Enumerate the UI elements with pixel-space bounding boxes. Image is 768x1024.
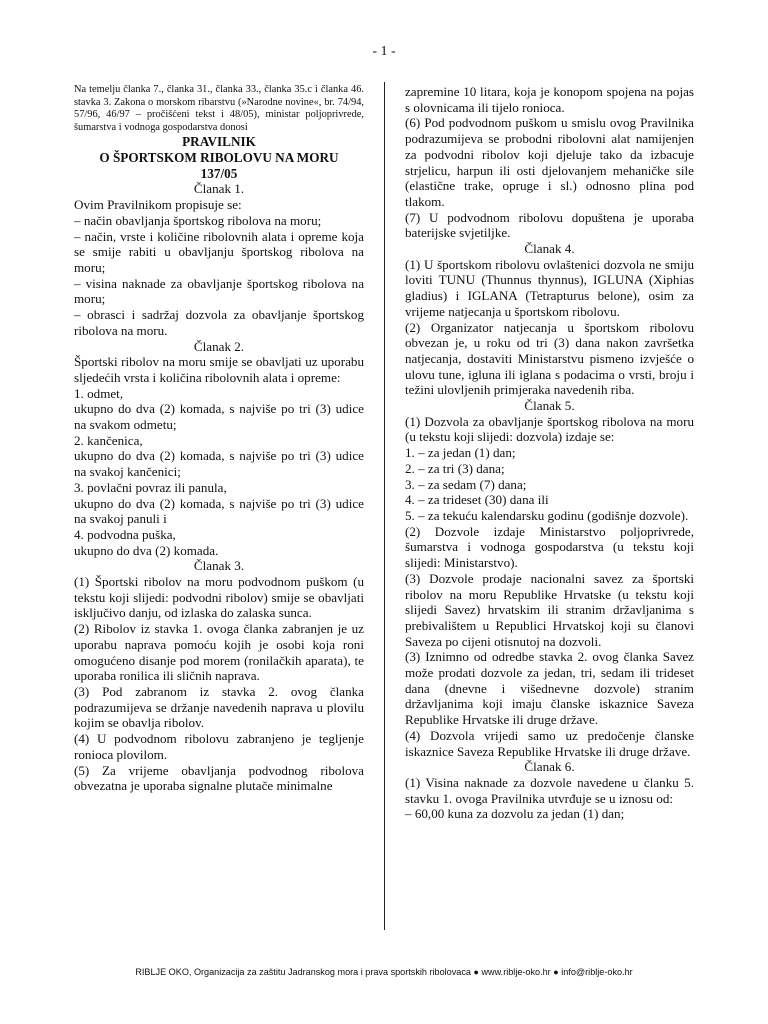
article-5-paragraph: (1) Dozvola za obavljanje športskog ribolova na moru (u tekstu koji slijedi: dozvola) izdaje se:	[405, 413, 694, 445]
article-6-heading: Članak 6.	[524, 759, 575, 775]
article-1-line: Ovim Pravilnikom propisuje se:	[74, 197, 242, 213]
article-1-heading: Članak 1.	[193, 181, 245, 197]
article-3-paragraph: (4) U podvodnom ribolovu zabranjeno je tegljenje ronioca plovilom.	[74, 731, 364, 762]
article-5-paragraph: 4. – za trideset (30) dana ili	[405, 492, 549, 508]
article-3-heading: Članak 3.	[193, 558, 245, 574]
article-1-line: – način obavljanja športskog ribolova na moru;	[74, 212, 322, 228]
article-5-paragraph: 1. – za jedan (1) dan;	[405, 445, 516, 461]
left-column	[74, 84, 364, 794]
article-3-paragraph: (3) Pod zabranom iz stavka 2. ovog članka podrazumijeva se držanje navedenih naprava u plovilu kojim se obavlja ribolov.	[74, 683, 364, 731]
page-footer: RIBLJE OKO, Organizacija za zaštitu Jadranskog mora i prava sportskih ribolovaca ● www.riblje-oko.hr ● info@riblje-oko.hr	[135, 967, 633, 977]
article-1-line: – obrasci i sadržaj dozvola za obavljanje športskog ribolova na moru.	[74, 307, 364, 338]
article-6-paragraph: – 60,00 kuna za dozvolu za jedan (1) dan;	[405, 806, 625, 822]
article-4-heading: Članak 4.	[524, 241, 575, 257]
document-title: PRAVILNIK	[182, 134, 256, 150]
article-1-line: – način, vrste i količine ribolovnih alata i opreme koja se smije rabiti u obavljanju športskog ribolova na moru;	[74, 228, 364, 275]
article-5-paragraph: (3) Dozvole prodaje nacionalni savez za športski ribolov na moru Republike Hrvatske (u tekstu koji slijedi Savez) hrvatskim ili stranim državljanima s prebivalištem u Republici Hrvatskoj koji su članovi Saveza po cijeni otisnutoj na dozvoli.	[405, 570, 694, 649]
article-5-paragraph: 5. – za tekuću kalendarsku godinu (godišnje dozvole).	[405, 507, 689, 523]
article-2-line: ukupno do dva (2) komada, s najviše po tri (3) udice na svakoj panuli i	[74, 495, 364, 527]
article-4-paragraph: (1) U športskom ribolovu ovlaštenici dozvola ne smiju loviti TUNU (Thunnus thynnus), IGLUNA (Xiphias gladius) i IGLANA (Tetrapturus belone), osim za vrijeme natjecanja u športskom ribolovu.	[405, 256, 694, 319]
article-3-continuation: (7) U podvodnom ribolovu dopuštena je uporaba baterijske svjetiljke.	[405, 209, 694, 241]
article-2-line: 3. povlačni povraz ili panula,	[74, 479, 227, 495]
column-divider	[384, 82, 385, 930]
article-5-paragraph: (3) Iznimno od odredbe stavka 2. ovog članka Savez može prodati dozvole za jedan, tri, sedam ili trideset dana (dnevne i višednevne dozvole) stranim državljanima koji imaju članske iskaznice Saveza Republike Hrvatske ili druge države.	[405, 649, 694, 728]
right-column	[405, 84, 694, 822]
article-2-heading: Članak 2.	[193, 338, 245, 354]
article-2-line: Športski ribolov na moru smije se obavljati uz uporabu sljedećih vrsta i količina ribolovnih alata i opreme:	[74, 354, 364, 385]
article-2-line: 4. podvodna puška,	[74, 526, 176, 542]
article-3-paragraph: (2) Ribolov iz stavka 1. ovoga članka zabranjen je uz uporabu naprava pomoću kojih je osobi koja roni omogućeno disanje pod morem (ronilačkih aparata), te uporaba ronilica ili sličnih naprava.	[74, 621, 364, 684]
article-3-continuation: zapremine 10 litara, koja je konopom spojena na pojas s olovnicama ili tijelo ronioca.	[405, 84, 694, 115]
article-5-heading: Članak 5.	[524, 398, 575, 414]
article-5-paragraph: 3. – za sedam (7) dana;	[405, 476, 527, 492]
page-number: - 1 -	[372, 44, 396, 59]
document-number: 137/05	[200, 165, 238, 181]
article-5-paragraph: (2) Dozvole izdaje Ministarstvo poljoprivrede, šumarstva i vodnoga gospodarstva (u tekstu koji slijedi: Ministarstvo).	[405, 523, 694, 571]
article-1-line: – visina naknade za obavljanje športskog ribolova na moru;	[74, 275, 364, 307]
article-3-paragraph: (1) Športski ribolov na moru podvodnom puškom (u tekstu koji slijedi: podvodni ribolov) smije se obavljati isključivo danju, od izlaska do zalaska sunca.	[74, 574, 364, 621]
preamble: Na temelju članka 7., članka 31., članka 33., članka 35.c i članka 46. stavka 3. Zakona o morskom ribarstvu (»Narodne novine«, br. 74/94, 57/96, 46/97 – pročišćeni tekst i 48/05), ministar poljoprivrede, šumarstva i vodnoga gospodarstva donosi	[74, 84, 364, 133]
article-3-continuation: (6) Pod podvodnom puškom u smislu ovog Pravilnika podrazumijeva se probodni ribolovni alat namijenjen za podvodni ribolov koji djeluje tako da izbacuje strjelicu, harpun ili osti djelovanjem mehaničke sile (elastične trake, opruge i sl.) odnosno plina pod tlakom.	[405, 115, 694, 209]
article-2-line: ukupno do dva (2) komada.	[74, 542, 219, 558]
article-2-line: 1. odmet,	[74, 385, 124, 401]
article-2-line: 2. kančenica,	[74, 432, 143, 448]
document-subtitle: O ŠPORTSKOM RIBOLOVU NA MORU	[99, 150, 339, 166]
article-6-paragraph: (1) Visina naknade za dozvole navedene u članku 5. stavku 1. ovoga Pravilnika utvrđuje se u iznosu od:	[405, 774, 694, 806]
article-3-paragraph: (5) Za vrijeme obavljanja podvodnog ribolova obvezatna je uporaba signalne plutače minimalne	[74, 762, 364, 794]
article-5-paragraph: 2. – za tri (3) dana;	[405, 460, 505, 476]
article-2-line: ukupno do dva (2) komada, s najviše po tri (3) udice na svakom odmetu;	[74, 401, 364, 433]
article-4-paragraph: (2) Organizator natjecanja u športskom ribolovu obvezan je, u roku od tri (3) dana nakon završetka natjecanja, dostaviti Ministarstvu pismeno izvješće o ulovu tune, igluna ili iglana s podacima o vrsti, broju i težini ulovljenih primjeraka navedenih riba.	[405, 319, 694, 398]
article-5-paragraph: (4) Dozvola vrijedi samo uz predočenje članske iskaznice Saveza Republike Hrvatske ili druge države.	[405, 727, 694, 759]
article-2-line: ukupno do dva (2) komada, s najviše po tri (3) udice na svakoj kančenici;	[74, 448, 364, 480]
